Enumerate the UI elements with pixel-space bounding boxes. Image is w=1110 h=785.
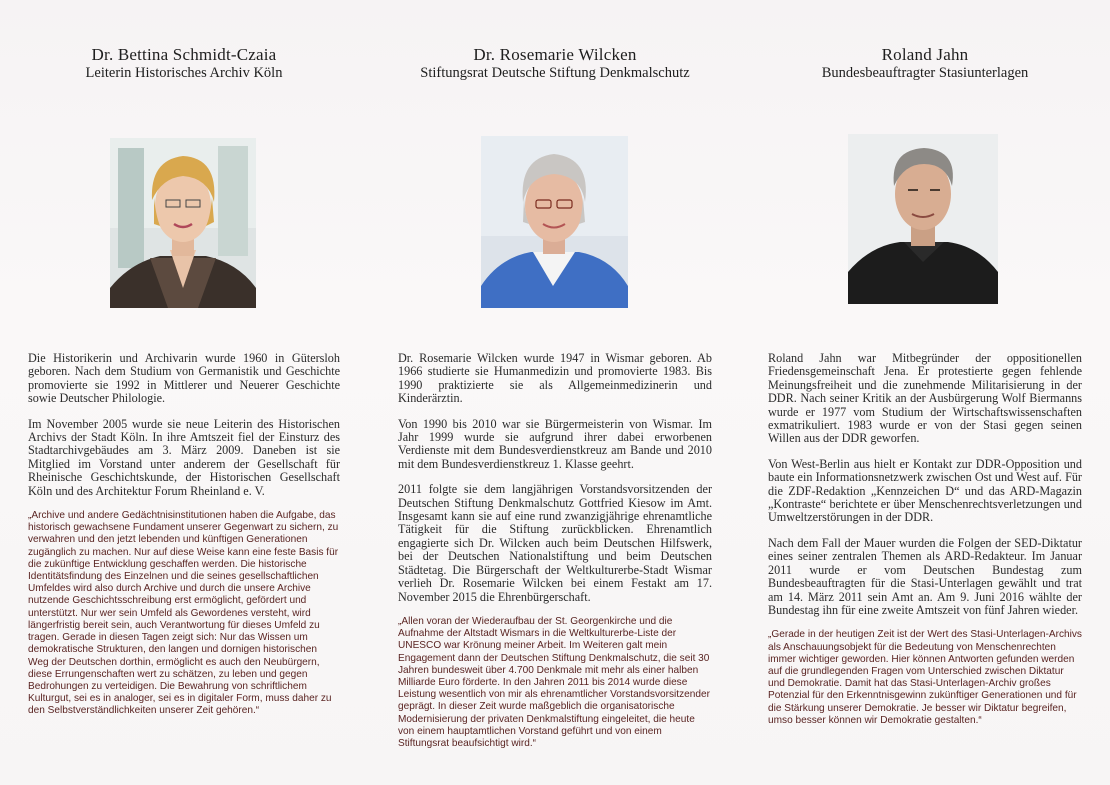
biography: [28, 352, 340, 730]
person-role: Leiterin Historisches Archiv Köln: [85, 65, 283, 81]
bio-paragraph: Roland Jahn war Mitbegründer der oppositionellen Friedensgemeinschaft Jena. Er protestierte gegen fehlende Meinungsfreiheit und die zunehmende Militarisierung in der DDR. Nach seiner Kritik an der Ausbürgerung Wolf Biermanns wurde er 1977 vom Studium der Wirtschaftswissenschaften exmatrikuliert. 1983 wurde er von der Stasi gegen seinen Willen aus der DDR geworfen.: [768, 351, 1082, 446]
person-header: [398, 45, 712, 82]
person-header: [28, 45, 340, 82]
column-wilcken: [398, 0, 712, 785]
person-role: Stiftungsrat Deutsche Stiftung Denkmalschutz: [420, 65, 690, 81]
bio-paragraph: Von 1990 bis 2010 war sie Bürgermeisterin von Wismar. Im Jahr 1999 wurde sie aufgrund ihrer dabei erworbenen Verdienste mit dem Bundesverdienstkreuz am Bande und 2010 mit dem Bundesverdienstkreuz 1. Klasse geehrt.: [398, 416, 712, 471]
portrait-photo: [481, 136, 628, 308]
biography: [768, 352, 1082, 739]
quote: „Gerade in der heutigen Zeit ist der Wert des Stasi-Unterlagen-Archivs als Anschauungsobjekt für die Bedeutung von Menschenrechten immer wichtiger geworden. Hier können Antworten gefunden werden auf die grundlegenden Fragen vom Unterschied zwischen Diktatur und Demokratie. Damit hat das Stasi-Unterlagen-Archiv großes Potenzial für den Erkenntnisgewinn zukünftiger Generationen und für die Stärkung unserer Demokratie. Je besser wir Diktatur begreifen, umso besser können wir Demokratie gestalten.“: [768, 629, 1082, 726]
person-name: Dr. Rosemarie Wilcken: [473, 45, 637, 64]
person-name: Roland Jahn: [881, 45, 969, 64]
bio-paragraph: 2011 folgte sie dem langjährigen Vorstandsvorsitzenden der Deutschen Stiftung Denkmalschutz Gottfried Kiesow im Amt. Insgesamt kann sie auf eine rund zwanzigjährige ehrenamtliche Tätigkeit für die Stiftung zurückblicken. Ehrenamtlich engagierte sich Dr. Wilcken auch beim Deutschen Hilfswerk, bei der Deutschen Nationalstiftung und beim Deutschen Städtetag. Die Bürgerschaft der Weltkulturerbe-Stadt Wismar verlieh Dr. Rosemarie Wilcken bei einem Festakt am 17. November 2015 die Ehrenbürgerschaft.: [398, 482, 712, 604]
biography: [398, 352, 712, 762]
quote: „Archive und andere Gedächtnisinstitutionen haben die Aufgabe, das historisch gewachsene Fundament unserer Gegenwart zu sichern, zu verwahren und den jetzt lebenden und künftigen Generationen zugänglich zu machen. Nur auf diese Weise kann eine feste Basis für die zukünftige Entwicklung geschaffen werden. Die historische Identitätsfindung des Einzelnen und die seines gesellschaftlichen Umfeldes wird also durch Archive und durch die unsere Archive nutzende Geschichtsschreibung erst ermöglicht, gefördert und unterstützt. Nur wer sein Umfeld als Gewordenes versteht, wird längerfristig bereit sein, auch Verantwortung für dieses Umfeld zu tragen. Gerade in diesen Tagen zeigt sich: Nur das Wissen um demokratische Strukturen, den langen und dornigen historischen Weg der Deutschen dorthin, ermöglicht es auch den Neubürgern, diese Errungenschaften wert zu schätzen, zu leben und gegen Bedrohungen zu verteidigen. Die Bewahrung von schriftlichem Kulturgut, sei es in analoger, sei es in digitaler Form, muss daher zu den Selbstverständlichkeiten unserer Zeit gehören.“: [28, 510, 339, 717]
bio-paragraph: Nach dem Fall der Mauer wurden die Folgen der SED-Diktatur eines seiner zentralen Themen als ARD-Redakteur. Im Januar 2011 wurde er vom Deutschen Bundestag zum Bundesbeauftragten für die Stasi-Unterlagen gewählt und trat am 14. März 2011 sein Amt an. Am 9. Juni 2016 wählte der Bundestag ihn für eine zweite Amtszeit von fünf Jahren wieder.: [768, 535, 1082, 617]
person-header: [768, 45, 1082, 82]
portrait-photo: [110, 138, 256, 308]
bio-paragraph: Die Historikerin und Archivarin wurde 1960 in Gütersloh geboren. Nach dem Studium von Germanistik und Geschichte promovierte sie 1992 in Mittlerer und Neuerer Geschichte sowie Deutscher Philologie.: [28, 351, 340, 406]
bio-paragraph: Dr. Rosemarie Wilcken wurde 1947 in Wismar geboren. Ab 1966 studierte sie Humanmedizin und promovierte 1983. Bis 1990 praktizierte sie als Allgemeinmedizinerin und Kinderärztin.: [398, 351, 712, 406]
column-jahn: [768, 0, 1082, 785]
person-role: Bundesbeauftragter Stasiunterlagen: [821, 65, 1029, 81]
bio-paragraph: Im November 2005 wurde sie neue Leiterin des Historischen Archivs der Stadt Köln. In ihre Amtszeit fiel der Einsturz des Stadtarchivgebäudes am 3. März 2009. Daneben ist sie Mitglied im Vorstand unter anderem der Gesellschaft für Rheinische Geschichtskunde, der Historischen Gesellschaft Köln und des Architektur Forum Rheinland e. V.: [28, 416, 340, 498]
column-schmidt-czaia: [28, 0, 340, 785]
person-name: Dr. Bettina Schmidt-Czaia: [91, 45, 277, 64]
quote: „Allen voran der Wiederaufbau der St. Georgenkirche und die Aufnahme der Altstadt Wismars in die Weltkulturerbe-Liste der UNESCO war Krönung meiner Arbeit. Im Weiteren galt mein Engagement dann der Deutschen Stiftung Denkmalschutz, die seit 30 Jahren bundesweit über 4.700 Denkmale mit mehr als einer halben Milliarde Euro förderte. In den Jahren 2011 bis 2014 wurde diese Leistung wesentlich von mir als ehrenamtlicher Vorstandsvorsitzender geprägt. In dieser Zeit wurde maßgeblich die organisatorische Modernisierung der privaten Denkmalstiftung eingeleitet, die heute von einem hauptamtlichen Vorstand geführt und von einem Stiftungsrat beaufsichtigt wird.“: [398, 615, 710, 749]
portrait-photo: [848, 134, 998, 304]
bio-paragraph: Von West-Berlin aus hielt er Kontakt zur DDR-Opposition und baute ein Informationsnetzwerk zwischen Ost und West auf. Für die ZDF-Redaktion „Kennzeichen D“ und das ARD-Magazin „Kontraste“ berichtete er über Menschenrechtsverletzungen und Umweltzerstörungen in der DDR.: [768, 456, 1082, 525]
